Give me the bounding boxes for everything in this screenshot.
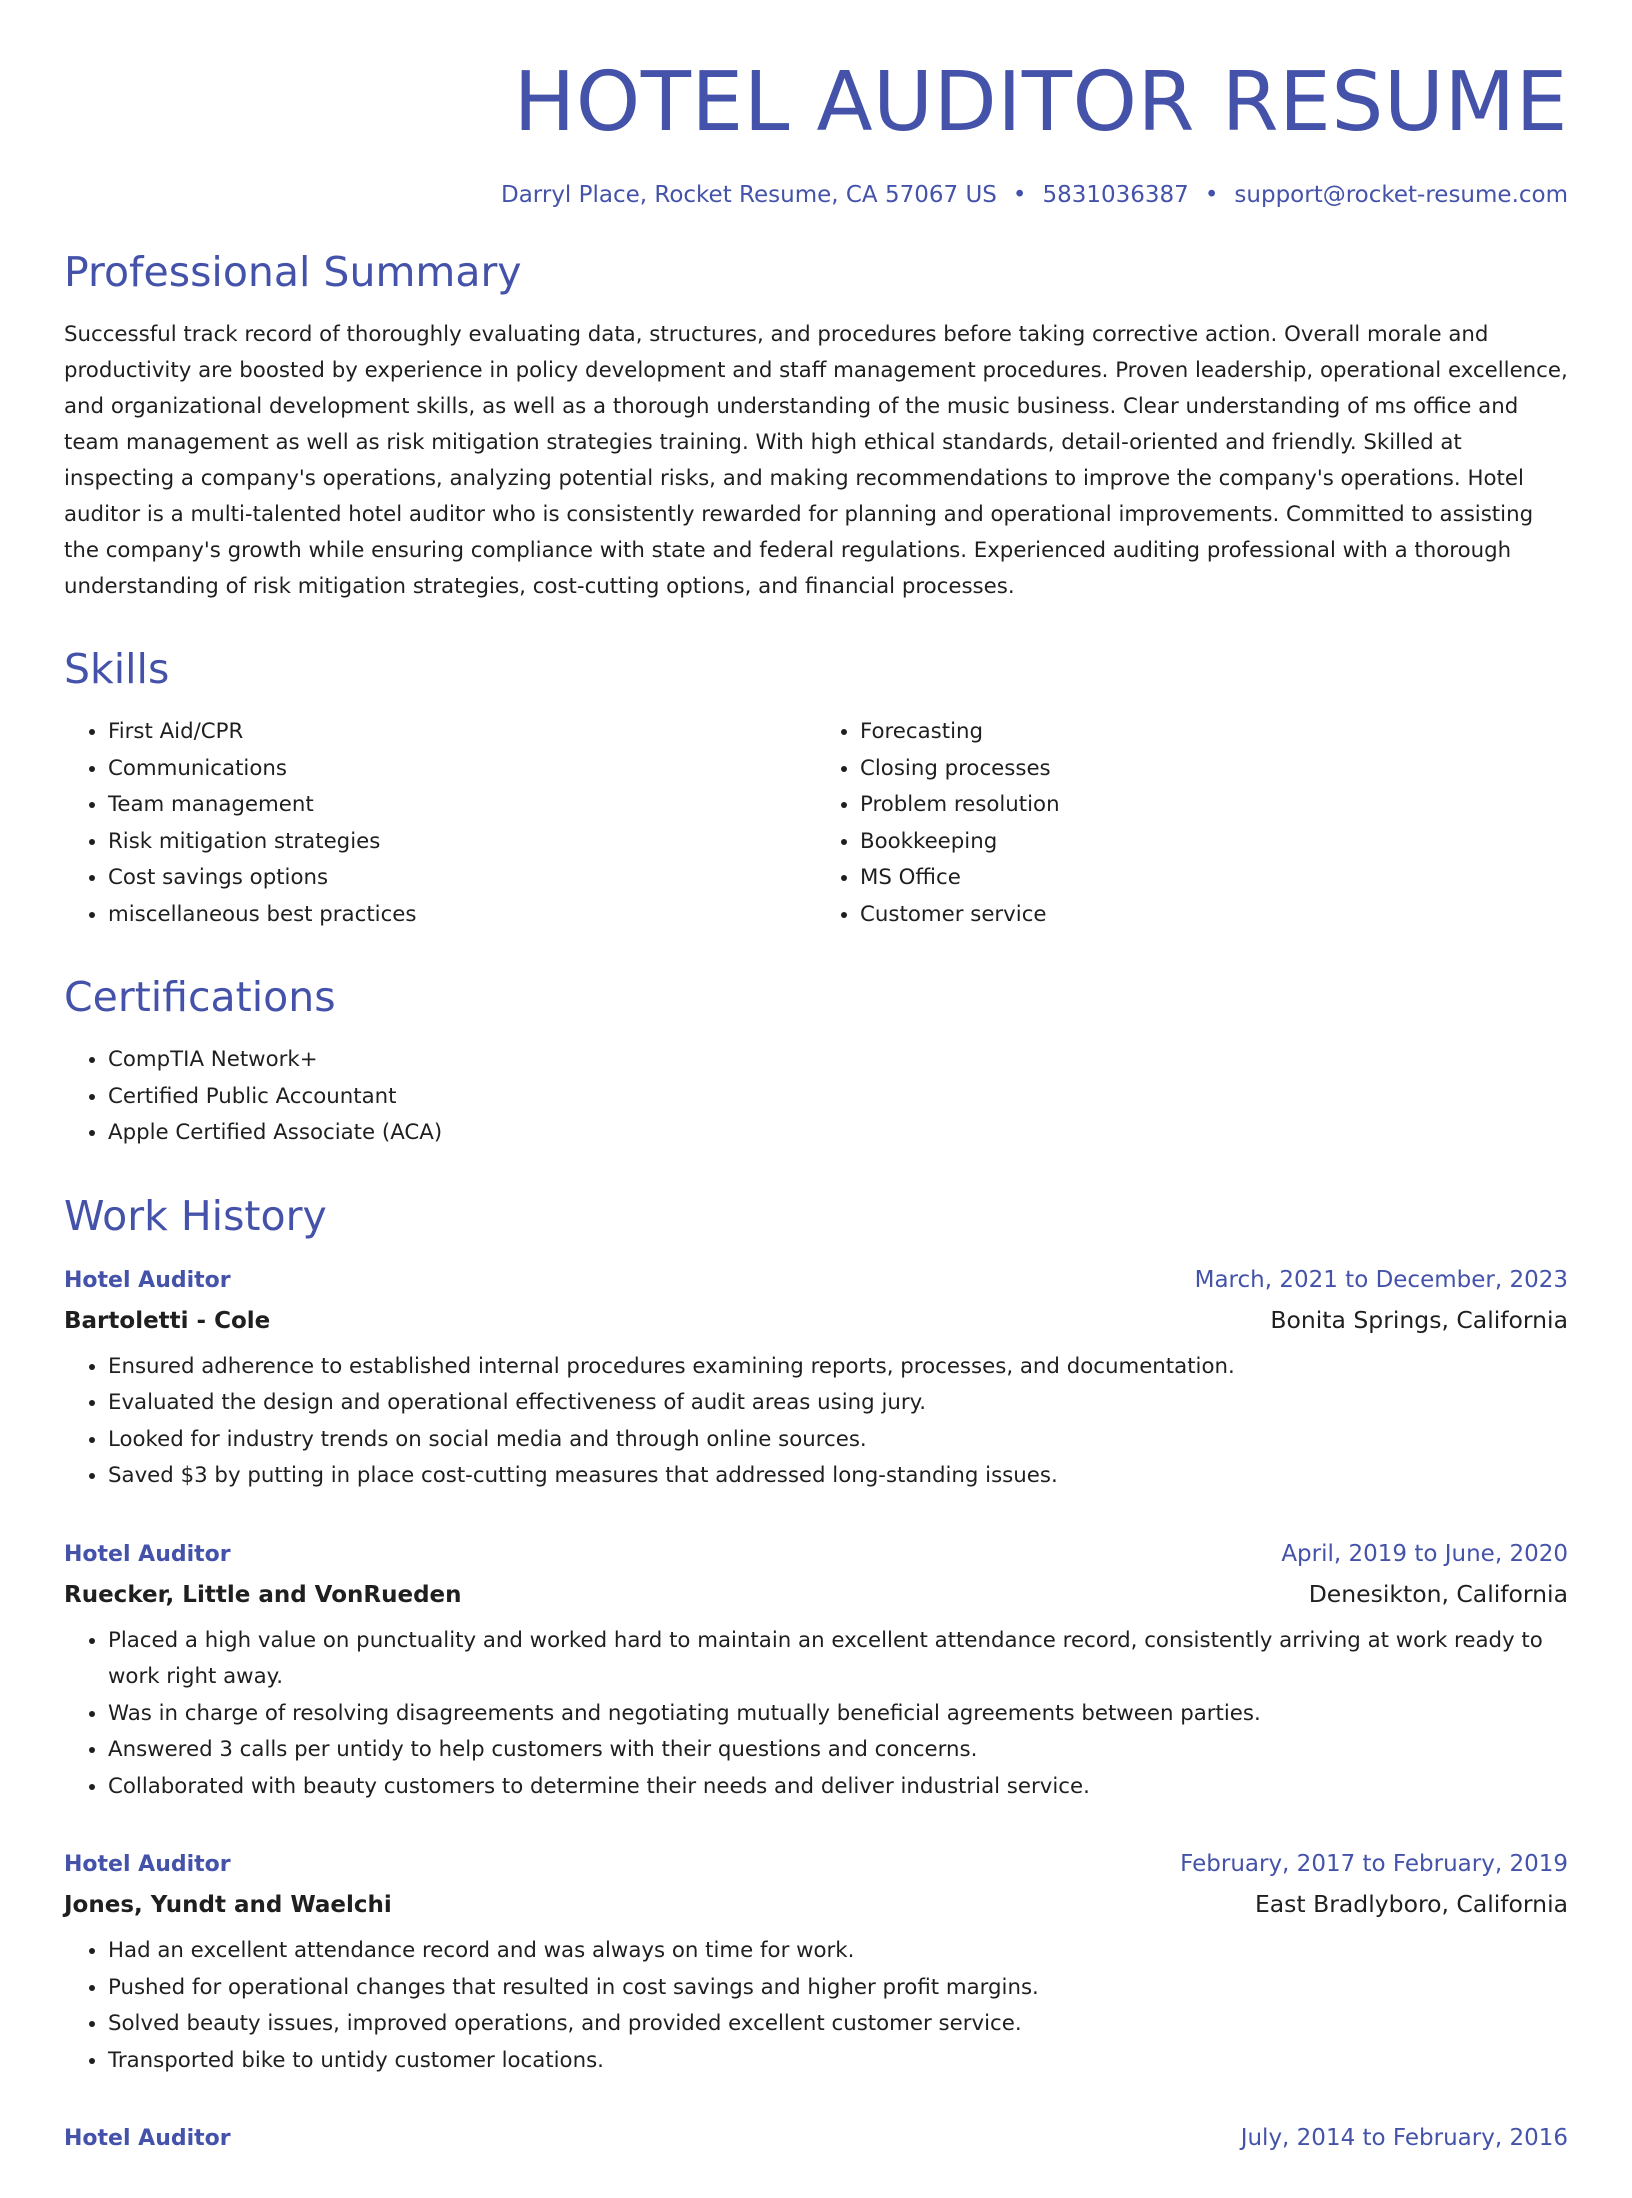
job-dates: February, 2017 to February, 2019 (1180, 1851, 1568, 1877)
job-bullet: • Looked for industry trends on social media and through online sources. (108, 1422, 1568, 1459)
skills-column-right (816, 714, 1568, 933)
skills-column-left (64, 714, 816, 933)
certifications-list (64, 1042, 1568, 1152)
job-dates: April, 2019 to June, 2020 (1281, 1540, 1568, 1567)
job-location: Bonita Springs, California (1270, 1305, 1568, 1334)
job-bullet: • Transported bike to untidy customer locations. (108, 2043, 1568, 2080)
summary-text: Successful track record of thoroughly evaluating data, structures, and procedures before taking corrective action. Overall morale and productivity are boosted by experience in policy development and staff management procedures. Proven leadership, operational excellence, and organizational development skills, as well as a thorough understanding of the music business. Clear understanding of ms office and team management as well as risk mitigation strategies training. With high ethical standards, detail-oriented and friendly. Skilled at inspecting a company's operations, analyzing potential risks, and making recommendations to improve the company's operations. Hotel auditor is a multi-talented hotel auditor who is consistently rewarded for planning and operational improvements. Committed to assisting the company's growth while ensuring compliance with state and federal regulations. Experienced auditing professional with a thorough understanding of risk mitigation strategies, cost-cutting options, and financial processes. (64, 322, 1568, 599)
certifications-heading: Certifications (64, 973, 336, 1021)
job-company: Bartoletti - Cole (64, 1307, 271, 1334)
certification-item: • CompTIA Network+ (108, 1042, 1568, 1079)
skill-item: • Team management (108, 787, 816, 824)
job-bullet: • Evaluated the design and operational effectiveness of audit areas using jury. (108, 1385, 1568, 1422)
job-entry (64, 2119, 1568, 2158)
job-title: Hotel Auditor (64, 2126, 231, 2151)
summary-heading: Professional Summary (64, 248, 522, 296)
certification-item: • Certified Public Accountant (108, 1079, 1568, 1116)
skill-item: • Customer service (860, 897, 1568, 934)
job-bullet: • Had an excellent attendance record and was always on time for work. (108, 1933, 1568, 1970)
job-location: East Bradlyboro, California (1254, 1890, 1568, 1918)
contact-separator: • (1204, 182, 1219, 208)
job-bullet: • Placed a high value on punctuality and worked hard to maintain an excellent attendance record, consistently arriving at work ready to work right away. (108, 1623, 1568, 1696)
job-subheader (64, 1574, 1568, 1615)
resume-page (64, 0, 1568, 2198)
job-entry (64, 1845, 1568, 2079)
contact-phone: 5831036387 (1042, 182, 1189, 208)
skill-item: • MS Office (860, 860, 1568, 897)
contact-line (64, 182, 1568, 208)
job-company: Jones, Yundt and Waelchi (64, 1892, 392, 1918)
skill-item: • Bookkeeping (860, 824, 1568, 861)
job-title: Hotel Auditor (64, 1267, 231, 1293)
skill-item: • Risk mitigation strategies (108, 824, 816, 861)
job-bullets (64, 1623, 1568, 1806)
job-subheader (64, 1300, 1568, 1341)
contact-email: support@rocket-resume.com (1234, 182, 1568, 208)
job-title: Hotel Auditor (64, 1852, 231, 1877)
job-bullet: • Ensured adherence to established internal procedures examining reports, processes, and documentation. (108, 1349, 1568, 1386)
job-header (64, 1261, 1568, 1300)
skill-item: • Cost savings options (108, 860, 816, 897)
job-dates: July, 2014 to February, 2016 (1240, 2125, 1568, 2151)
job-bullet: • Saved $3 by putting in place cost-cutting measures that addressed long-standing issues. (108, 1458, 1568, 1495)
job-bullet: • Solved beauty issues, improved operations, and provided excellent customer service. (108, 2006, 1568, 2043)
job-header (64, 1535, 1568, 1574)
job-bullets (64, 1933, 1568, 2079)
job-subheader (64, 1884, 1568, 1925)
certification-item: • Apple Certified Associate (ACA) (108, 1115, 1568, 1152)
skill-item: • miscellaneous best practices (108, 897, 816, 934)
skill-item: • First Aid/CPR (108, 714, 816, 751)
job-company: Ruecker, Little and VonRueden (64, 1581, 462, 1608)
job-bullet: • Collaborated with beauty customers to determine their needs and deliver industrial service. (108, 1769, 1568, 1806)
job-title: Hotel Auditor (64, 1541, 231, 1567)
job-entry (64, 1261, 1568, 1495)
job-bullet: • Answered 3 calls per untidy to help customers with their questions and concerns. (108, 1732, 1568, 1769)
skill-item: • Closing processes (860, 751, 1568, 788)
job-entry (64, 1535, 1568, 1806)
job-bullet: • Pushed for operational changes that resulted in cost savings and higher profit margins. (108, 1970, 1568, 2007)
skill-item: • Problem resolution (860, 787, 1568, 824)
job-bullets (64, 1349, 1568, 1495)
job-header (64, 1845, 1568, 1884)
job-bullet: • Was in charge of resolving disagreements and negotiating mutually beneficial agreements between parties. (108, 1696, 1568, 1733)
job-dates: March, 2021 to December, 2023 (1194, 1266, 1568, 1293)
job-location: Denesikton, California (1308, 1579, 1568, 1608)
contact-separator: • (1012, 182, 1027, 208)
skill-item: • Communications (108, 751, 816, 788)
skill-item: • Forecasting (860, 714, 1568, 751)
work-history-heading: Work History (64, 1191, 327, 1240)
skills-list (64, 714, 1568, 933)
contact-address: Darryl Place, Rocket Resume, CA 57067 US (501, 182, 997, 208)
job-header (64, 2119, 1568, 2158)
page-title: HOTEL AUDITOR RESUME (513, 55, 1568, 150)
skills-heading: Skills (64, 645, 170, 693)
